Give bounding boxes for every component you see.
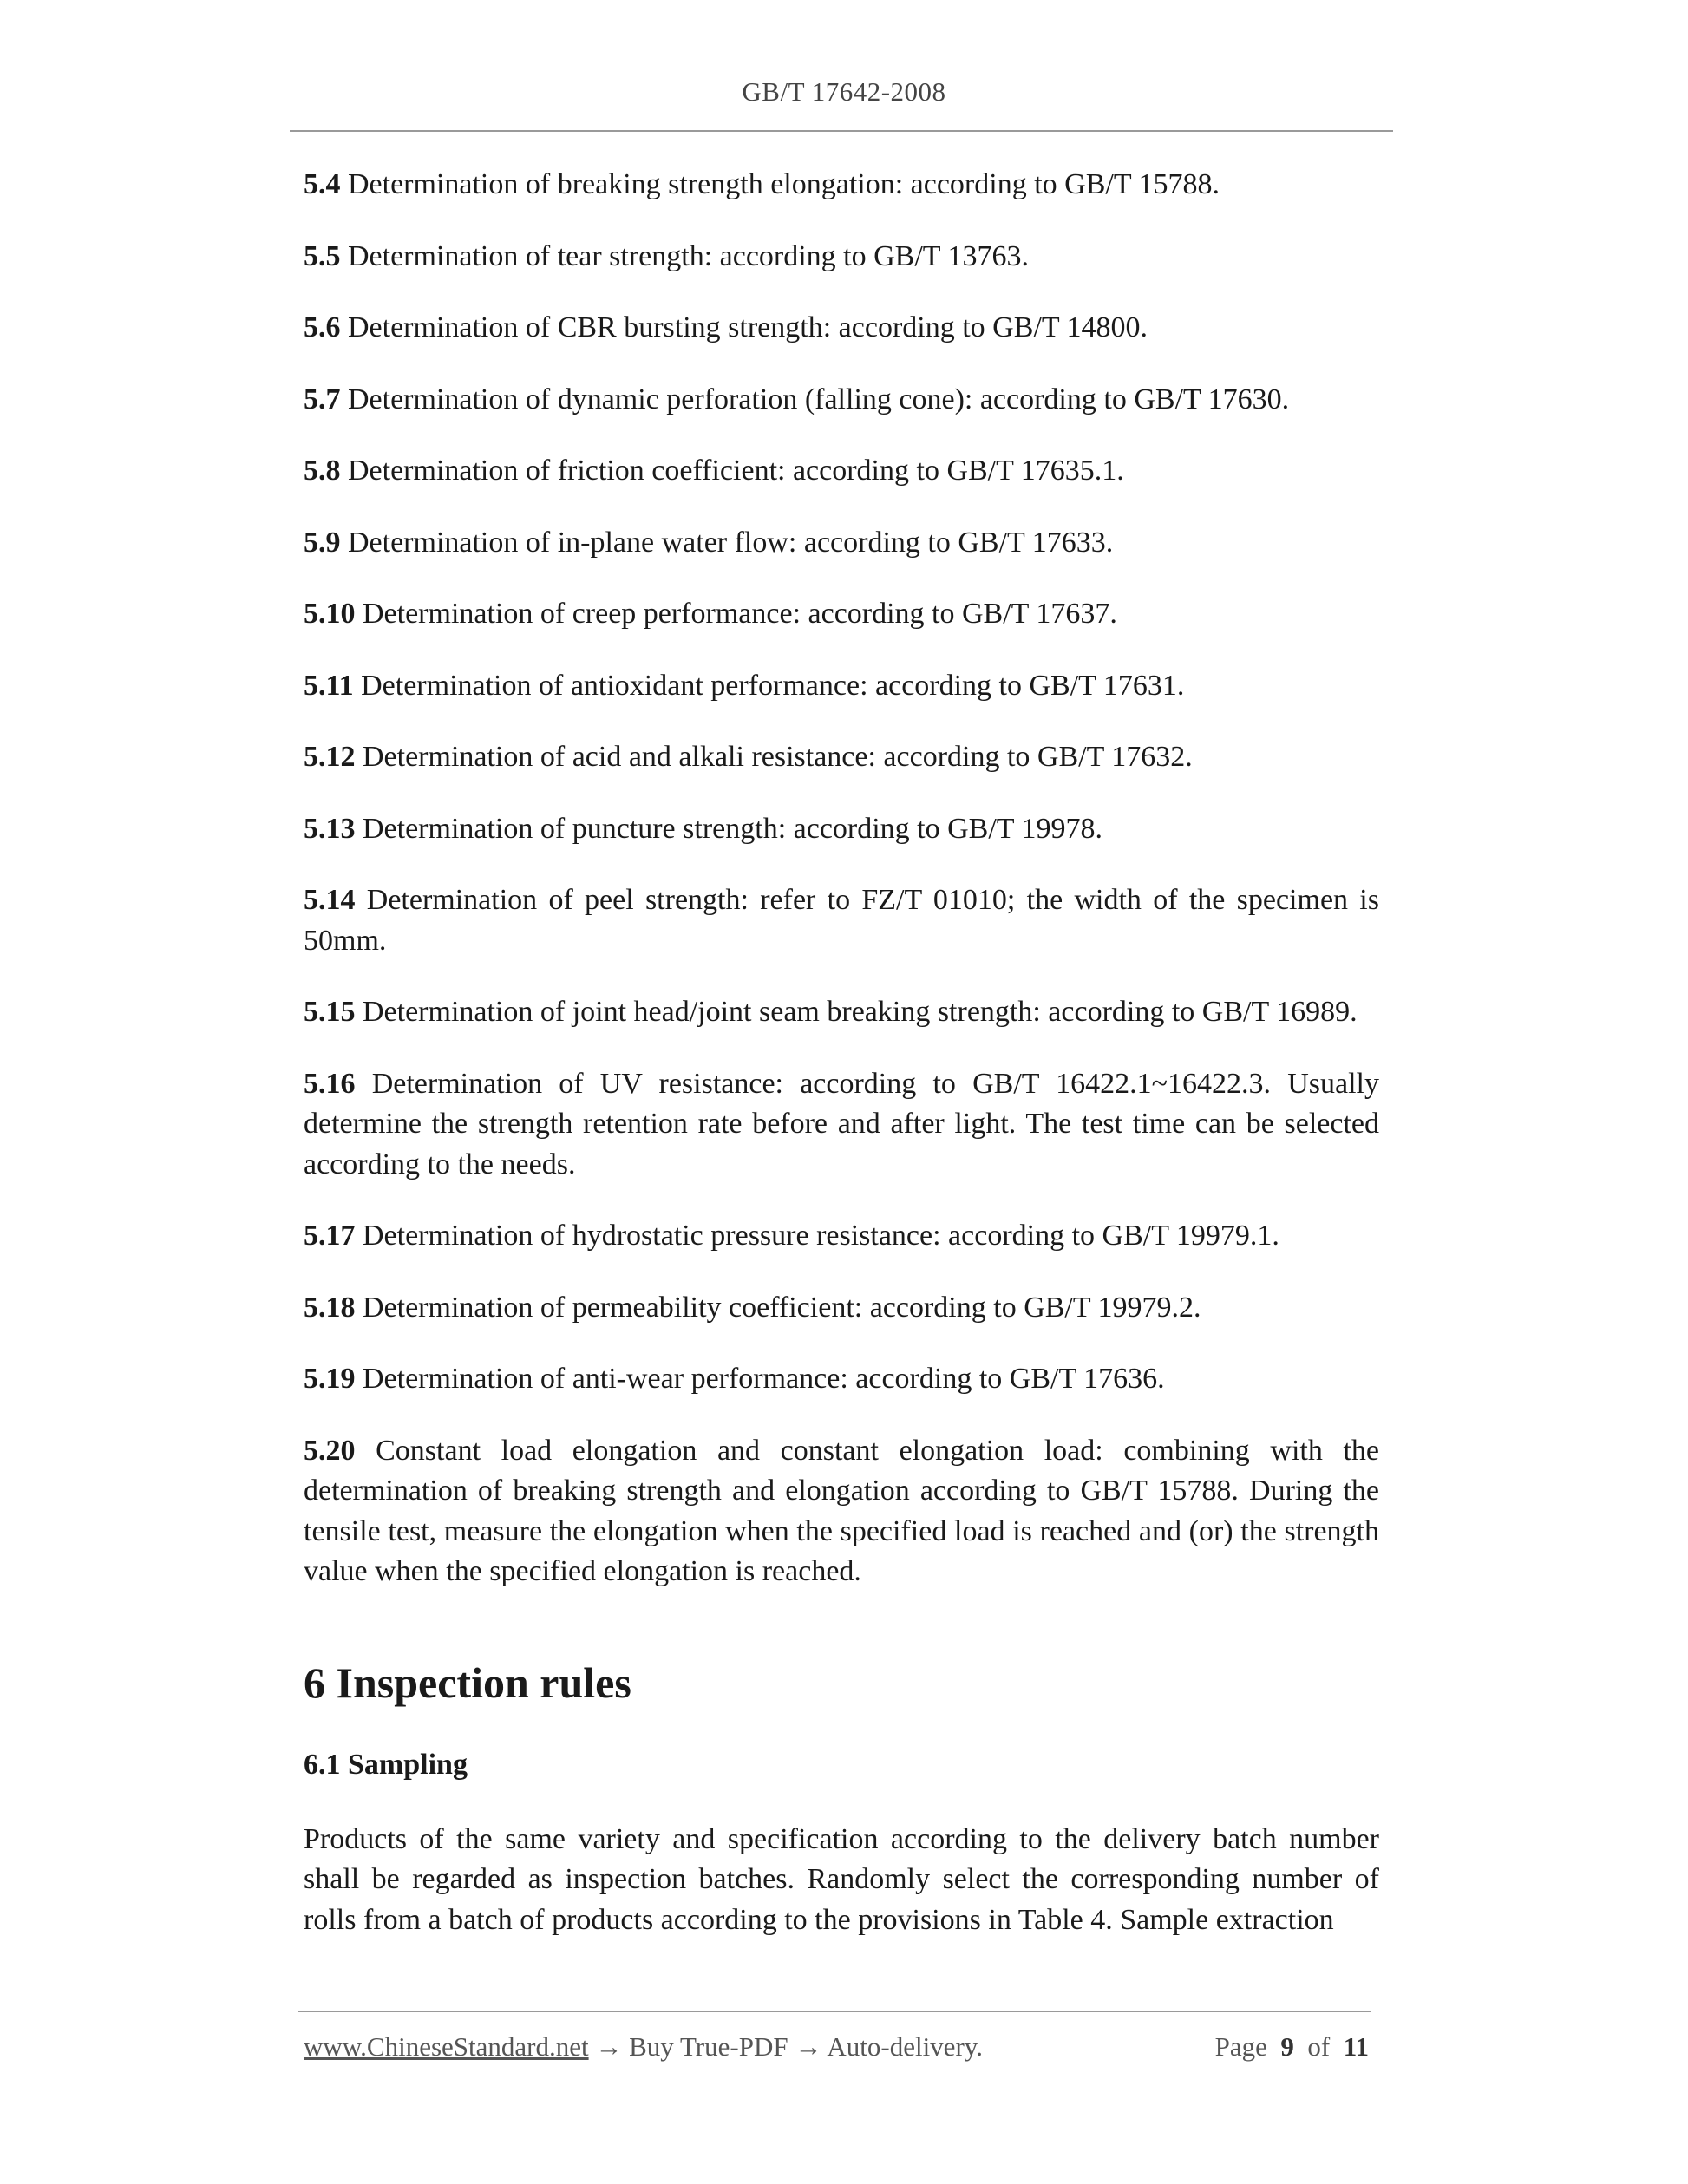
clause-number: 5.8 (304, 454, 341, 487)
footer-promo-text: → Buy True-PDF → Auto-delivery. (588, 2031, 983, 2062)
clause-number: 5.16 (304, 1067, 356, 1100)
clause-5-18 (304, 1288, 1379, 1329)
clause-5-13 (304, 809, 1379, 850)
clause-number: 5.20 (304, 1434, 356, 1467)
website-link[interactable]: www.ChineseStandard.net (304, 2031, 589, 2062)
clause-number: 5.7 (304, 383, 341, 415)
clause-number: 5.13 (304, 812, 356, 845)
clause-text: Determination of dynamic perforation (falling cone): according to GB/T 17630. (340, 383, 1290, 415)
clause-text: Determination of permeability coefficient: according to GB/T 19979.2. (355, 1291, 1201, 1324)
clause-5-20 (304, 1431, 1379, 1592)
page-number (1215, 2031, 1369, 2063)
clause-number: 5.6 (304, 311, 341, 343)
clause-text: Determination of breaking strength elongation: according to GB/T 15788. (340, 168, 1220, 200)
clause-5-19 (304, 1359, 1379, 1400)
clause-text: Determination of joint head/joint seam breaking strength: according to GB/T 16989. (355, 996, 1358, 1028)
clause-5-6 (304, 308, 1379, 349)
clause-number: 5.19 (304, 1363, 356, 1395)
clause-5-4 (304, 165, 1379, 206)
clause-number: 5.4 (304, 168, 341, 200)
clause-text: Constant load elongation and constant elongation load: combining with the determination of breaking strength and elongation according to GB/T 15788. During the tensile test, measure the elongation when the specified load is reached and (or) the strength value when the specified elongation is reached. (304, 1434, 1379, 1587)
clause-number: 5.9 (304, 526, 341, 559)
clause-text: Determination of friction coefficient: according to GB/T 17635.1. (340, 454, 1124, 487)
clause-text: Determination of anti-wear performance: according to GB/T 17636. (355, 1363, 1165, 1395)
clause-text: Determination of puncture strength: according to GB/T 19978. (355, 812, 1102, 845)
clause-number: 5.18 (304, 1291, 356, 1324)
clause-5-5 (304, 237, 1379, 278)
clause-5-16 (304, 1064, 1379, 1186)
clause-5-15 (304, 992, 1379, 1033)
clause-text: Determination of UV resistance: according to GB/T 16422.1~16422.3. Usually determine the strength retention rate before and after light. The test time can be selected according to the needs. (304, 1067, 1379, 1180)
clause-5-10 (304, 594, 1379, 635)
clause-5-17 (304, 1216, 1379, 1257)
subsection-heading-sampling: 6.1 Sampling (304, 1748, 468, 1781)
total-page-count: 11 (1343, 2031, 1369, 2062)
clause-5-8 (304, 451, 1379, 492)
footer-divider (298, 2011, 1371, 2012)
page-header-title: GB/T 17642-2008 (742, 76, 946, 107)
page-label: Page (1214, 2031, 1267, 2062)
header-divider (290, 130, 1393, 132)
clause-text: Determination of acid and alkali resistance: according to GB/T 17632. (355, 741, 1193, 773)
clause-text: Determination of creep performance: according to GB/T 17637. (355, 598, 1117, 630)
current-page-number: 9 (1280, 2031, 1294, 2062)
clause-text: Determination of in-plane water flow: according to GB/T 17633. (340, 526, 1114, 559)
clause-text: Determination of hydrostatic pressure resistance: according to GB/T 19979.1. (355, 1220, 1279, 1252)
clause-text: Determination of CBR bursting strength: according to GB/T 14800. (340, 311, 1148, 343)
clause-text: Determination of tear strength: according to GB/T 13763. (340, 239, 1029, 272)
footer-promo (304, 2031, 983, 2063)
document-body (304, 165, 1379, 1940)
clause-number: 5.14 (304, 884, 356, 916)
clause-number: 5.11 (304, 669, 354, 702)
clause-number: 5.12 (304, 741, 356, 773)
clause-5-11 (304, 666, 1379, 707)
sampling-paragraph: Products of the same variety and specification according to the delivery batch number shall be regarded as inspection batches. Randomly select the corresponding number of rolls from a batch of products according to the provisions in Table 4. Sample extraction (304, 1822, 1379, 1936)
clause-5-7 (304, 380, 1379, 421)
clause-text: Determination of antioxidant performance: according to GB/T 17631. (353, 669, 1185, 702)
of-label: of (1307, 2031, 1331, 2062)
clause-number: 5.10 (304, 598, 356, 630)
clause-5-12 (304, 737, 1379, 778)
section-heading-inspection-rules: 6 Inspection rules (304, 1658, 631, 1707)
clause-number: 5.17 (304, 1220, 356, 1252)
clause-number: 5.15 (304, 996, 356, 1028)
clause-5-14 (304, 880, 1379, 961)
clause-text: Determination of peel strength: refer to FZ/T 01010; the width of the specimen is 50mm. (304, 884, 1379, 957)
clause-number: 5.5 (304, 239, 341, 272)
clause-5-9 (304, 523, 1379, 564)
